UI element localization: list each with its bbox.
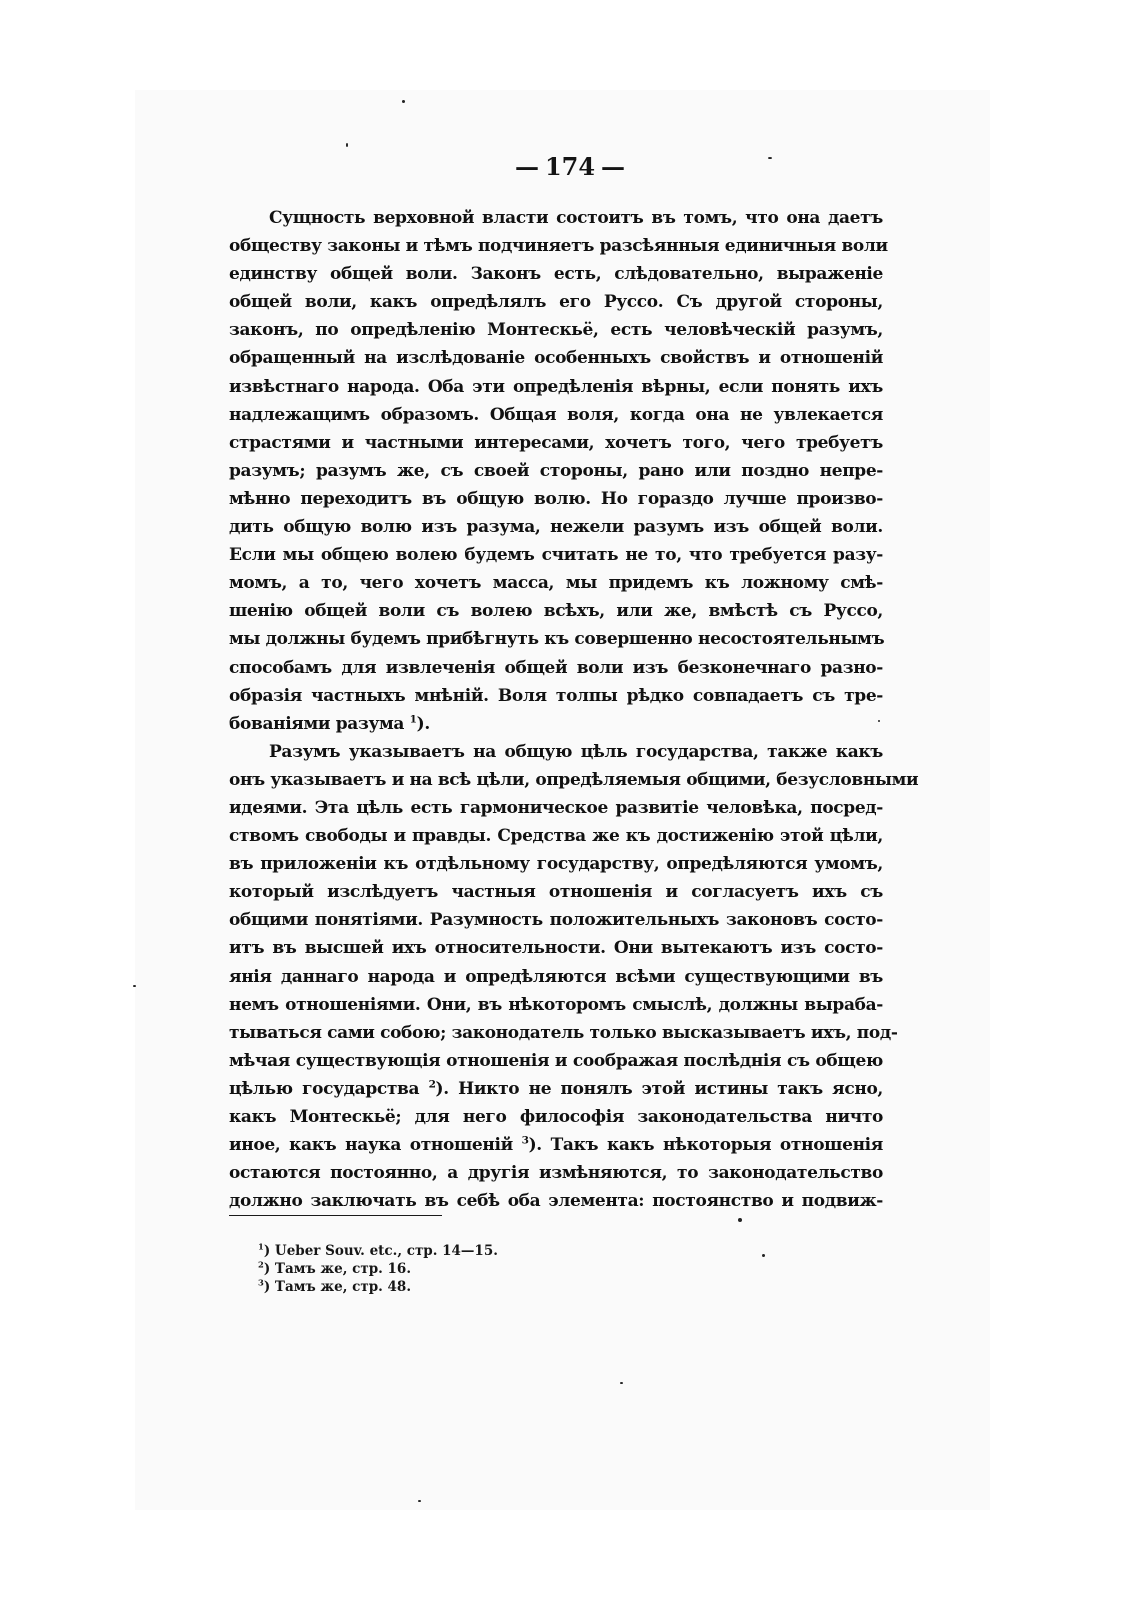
paragraph-1-last-line xyxy=(229,710,883,738)
paragraph-1-line: надлежащимъ образомъ. Общая воля, когда она не увлекается xyxy=(229,404,883,425)
paragraph-1-line: Если мы общею волею будемъ считать не то, что требуется разу- xyxy=(229,545,883,566)
footnote-3 xyxy=(258,1278,498,1296)
paragraph-1-line: дить общую волю изъ разума, нежели разумъ изъ общей воли. xyxy=(229,517,883,538)
paragraph-1-last-tail: ). xyxy=(416,713,430,734)
line-text: цѣлью государства xyxy=(229,1078,420,1099)
paragraph-2-line: тываться сами собою; законодатель только высказываетъ ихъ, под- xyxy=(229,1022,898,1043)
footnote-mark: 3 xyxy=(258,1277,264,1288)
paragraph-2-line: немъ отношеніями. Они, въ нѣкоторомъ смыслѣ, должны выраба- xyxy=(229,994,883,1015)
scan-speck xyxy=(346,143,348,147)
paragraph-2-line: который изслѣдуетъ частныя отношенія и согласуетъ ихъ съ xyxy=(229,882,883,903)
footnote-text: ) Ueber Souv. etc., стр. 14—15. xyxy=(263,1243,498,1259)
body-text xyxy=(229,204,919,1215)
paragraph-2-line: общими понятіями. Разумность положительныхъ законовъ состо- xyxy=(229,910,883,931)
scan-speck xyxy=(402,100,405,103)
paragraph-2-line: Разумъ указываетъ на общую цѣль государства, также какъ xyxy=(269,741,883,762)
paragraph-1-line: мы должны будемъ прибѣгнуть къ совершенно несостоятельнымъ xyxy=(229,629,885,650)
scan-speck xyxy=(878,720,880,722)
paragraph-2-line: какъ Монтескьё; для него философія законодательства ничто xyxy=(229,1107,883,1127)
paragraph-2-line: янія даннаго народа и опредѣляются всѣми существующими въ xyxy=(229,966,883,987)
paragraph-1-line: извѣстнаго народа. Оба эти опредѣленія вѣрны, если понять ихъ xyxy=(229,376,883,397)
scan-speck xyxy=(738,1218,742,1222)
footnote-text: ) Тамъ же, стр. 48. xyxy=(263,1279,412,1295)
paragraph-2-line: мѣчая существующія отношенія и соображая послѣднія съ общею xyxy=(229,1050,883,1071)
scan-speck xyxy=(762,1254,765,1257)
paragraph-1-line: страстями и частными интересами, хочетъ того, чего требуетъ xyxy=(229,432,883,453)
footnote-ref-3: 3 xyxy=(521,1134,529,1147)
paragraph-1-line: обществу законы и тѣмъ подчиняетъ разсѣянныя единичныя воли xyxy=(229,236,888,257)
paragraph-1-line: общей воли, какъ опредѣлялъ его Руссо. Съ другой стороны, xyxy=(229,292,883,313)
footnote-ref-2: 2 xyxy=(428,1078,436,1091)
footnotes xyxy=(258,1242,498,1296)
paragraph-2-line: идеями. Эта цѣль есть гармоническое развитіе человѣка, посред- xyxy=(229,797,883,818)
paragraph-1-last-text: бованіями разума xyxy=(229,713,405,734)
footnote-ref-1: 1 xyxy=(409,713,417,726)
paragraph-1-line: разумъ; разумъ же, съ своей стороны, рано или поздно непре- xyxy=(229,460,883,481)
paragraph-2-line: должно заключать въ себѣ оба элемента: постоянство и подвиж- xyxy=(229,1191,883,1212)
paragraph-1-line: мѣнно переходитъ въ общую волю. Но гораздо лучше произво- xyxy=(229,488,883,509)
footnote-2 xyxy=(258,1260,498,1278)
scan-speck xyxy=(620,1382,623,1384)
page-number-dash-right: — xyxy=(601,152,626,181)
paragraph-1-line: законъ, по опредѣленію Монтескьё, есть человѣческій разумъ, xyxy=(229,320,883,341)
paragraph-2-line: въ приложеніи къ отдѣльному государству, опредѣляются умомъ, xyxy=(229,854,883,875)
paragraph-2-line: ствомъ свободы и правды. Средства же къ достиженію этой цѣли, xyxy=(229,826,883,847)
paragraph-2-line-with-ref xyxy=(229,1131,883,1159)
paragraph-2-line-with-ref xyxy=(229,1075,883,1103)
paragraph-2-line: остаются постоянно, а другія измѣняются, то законодательство xyxy=(229,1163,883,1184)
page-number-value: 174 xyxy=(544,152,596,181)
line-tail: ). Никто не понялъ этой истины такъ ясно, xyxy=(435,1078,884,1099)
footnote-mark: 2 xyxy=(258,1259,264,1270)
paragraph-1-line: обращенный на изслѣдованіе особенныхъ свойствъ и отношеній xyxy=(229,348,883,369)
paragraph-1-line: момъ, а то, чего хочетъ масса, мы придемъ къ ложному смѣ- xyxy=(229,573,883,594)
paragraph-1-line: образія частныхъ мнѣній. Воля толпы рѣдко совпадаетъ съ тре- xyxy=(229,685,883,706)
paragraph-1-line: шенію общей воли съ волею всѣхъ, или же, вмѣстѣ съ Руссо, xyxy=(229,601,883,622)
paragraph-1-line: способамъ для извлеченія общей воли изъ безконечнаго разно- xyxy=(229,657,883,678)
page-number-dash-left: — xyxy=(514,152,539,181)
page-number xyxy=(0,152,1140,181)
paragraph-2-line: итъ въ высшей ихъ относительности. Они вытекаютъ изъ состо- xyxy=(229,938,883,959)
line-tail: ). Такъ какъ нѣкоторыя отношенія xyxy=(528,1135,883,1156)
paragraph-1-line: Сущность верховной власти состоитъ въ томъ, что она даетъ xyxy=(269,208,883,228)
footnote-1 xyxy=(258,1242,498,1260)
paragraph-1-line: единству общей воли. Законъ есть, слѣдовательно, выраженіе xyxy=(229,264,883,285)
line-text: иное, какъ наука отношеній xyxy=(229,1135,513,1156)
scan-speck xyxy=(768,157,772,159)
footnote-mark: 1 xyxy=(258,1241,264,1252)
footnote-text: ) Тамъ же, стр. 16. xyxy=(263,1261,412,1277)
footnote-separator xyxy=(229,1215,442,1216)
scan-speck xyxy=(133,985,136,987)
paragraph-2-line: онъ указываетъ и на всѣ цѣли, опредѣляемыя общими, безусловными xyxy=(229,769,919,790)
scan-speck xyxy=(418,1500,421,1502)
